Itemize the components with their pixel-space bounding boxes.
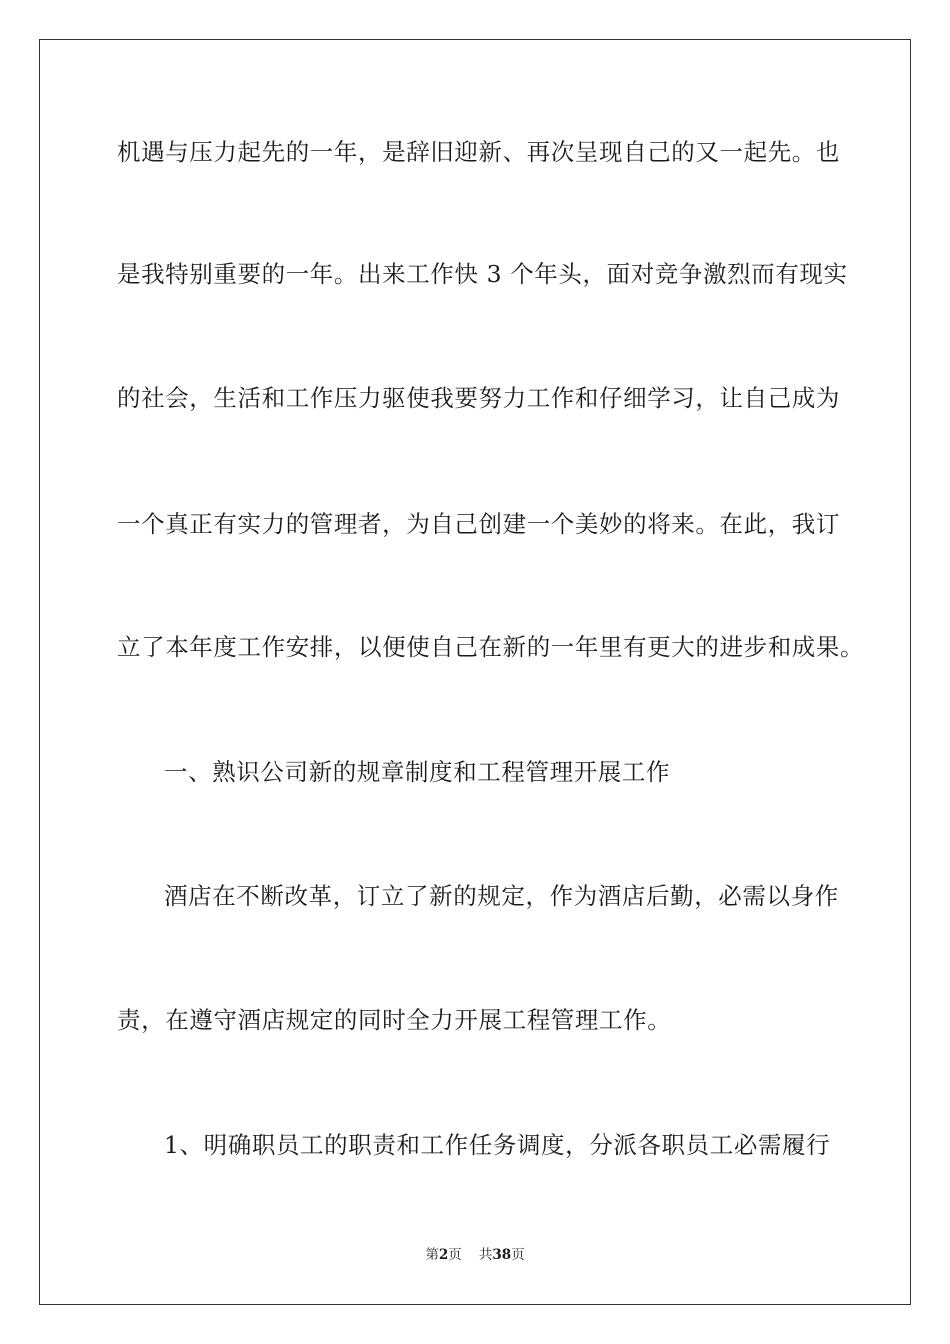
list-item-1: 1、明确职员工的职责和工作任务调度，分派各职员工必需履行 (164, 1131, 831, 1159)
body-line-3: 的社会，生活和工作压力驱使我要努力工作和仔细学习，让自己成为 (117, 384, 840, 412)
section-heading: 一、熟识公司新的规章制度和工程管理开展工作 (164, 758, 671, 786)
footer-page-prefix: 第 (425, 1247, 439, 1263)
footer-page-suffix: 页 (448, 1247, 462, 1263)
page-footer (0, 1246, 950, 1264)
footer-total-number: 38 (492, 1247, 512, 1263)
body-line-7: 酒店在不断改革，订立了新的规定，作为酒店后勤，必需以身作 (164, 882, 839, 910)
body-line-1: 机遇与压力起先的一年，是辞旧迎新、再次呈现自己的又一起先。也 (117, 138, 840, 166)
body-line-2: 是我特别重要的一年。出来工作快 3 个年头，面对竞争激烈而有现实 (117, 260, 848, 288)
footer-page-number: 2 (438, 1247, 449, 1263)
body-line-8: 责，在遵守酒店规定的同时全力开展工程管理工作。 (117, 1006, 672, 1034)
body-line-4: 一个真正有实力的管理者，为自己创建一个美妙的将来。在此，我订 (117, 510, 840, 538)
footer-total-prefix: 共 (478, 1247, 493, 1263)
page-border (39, 39, 911, 1305)
footer-total-suffix: 页 (511, 1247, 525, 1263)
body-line-5: 立了本年度工作安排，以便使自己在新的一年里有更大的进步和成果。 (117, 633, 865, 661)
